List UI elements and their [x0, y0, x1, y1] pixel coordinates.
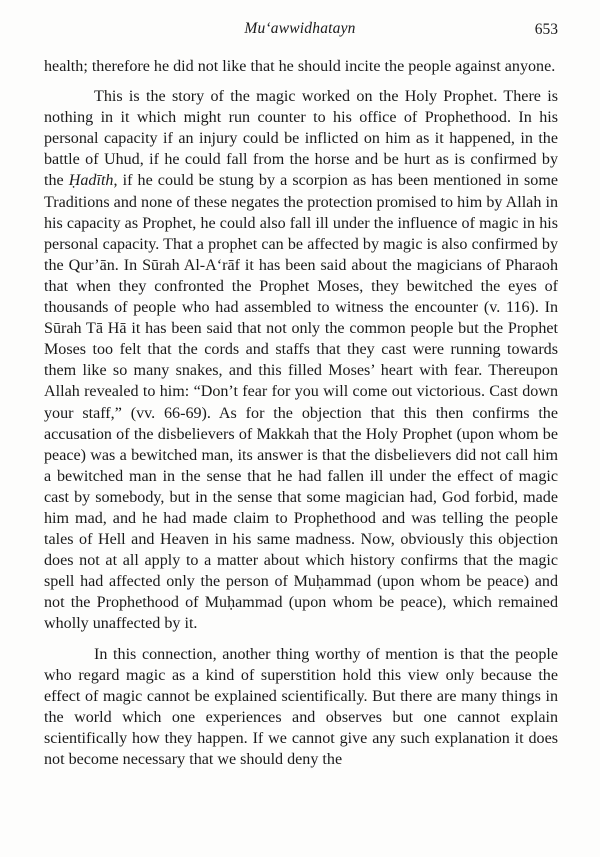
running-head — [0, 20, 600, 42]
hadith-term: Ḥadīth — [68, 172, 114, 190]
paragraph-magic-story — [44, 86, 558, 634]
running-title: Mu‘awwidhatayn — [244, 20, 356, 37]
paragraph-connection: In this connection, another thing worthy of mention is that the people who regard magic as a kind of superstition hold this view only because the effect of magic cannot be explained scientifically. But there are many things in the world which one experiences and observes but one cannot explain scientifically how they happen. If we cannot give any such explanation it does not become necessary that we should deny the — [44, 645, 558, 768]
paragraph-text-part: , if he could be stung by a scorpion as has been mentioned in some Traditions and none of these negates the protection promised to him by Allah in his capacity as Prophet, he could also fall ill under the influence of magic in his personal capacity. That a prophet can be affected by magic is also confirmed by the Qur’ān. In Sūrah Al-A‘rāf it has been said about the magicians of Pharaoh that when they confronted the Prophet Moses, they bewitched the eyes of thousands of people who had assembled to witness the encounter (v. 116). In Sūrah Tā Hā it has been said that not only the common people but the Prophet Moses too felt that the cords and staffs that they cast were running towards them like so many snakes, and this filled Moses’ heart with fear. Thereupon Allah revealed to him: “Don’t fear for you will come out victorious. Cast down your staff,” (vv. 66-69). As for the objection that this then confirms the accusation of the disbelievers of Makkah that the Holy Prophet (upon whom be peace) was a bewitched man, its answer is that the disbelievers did not call him a bewitched man in the sense that he had fallen ill under the effect of magic cast by somebody, but in the sense that some magician had, God forbid, made him mad, and he had made claim to Prophethood and was telling the people tales of Hell and Heaven in his same madness. Now, obviously this objection does not at all apply to a matter about which history confirms that the magic spell had affected only the person of Muḥammad (upon whom be peace) and not the Prophethood of Muḥammad (upon whom be peace), which remained wholly unaffected by it. — [44, 172, 558, 633]
paragraph-text-part: This is the story of the magic worked on the Holy Prophet. There is nothing in it which might run counter to his office of Prophethood. In his personal capacity if an injury could be inflicted on him as it happened, in the battle of Uhud, if he could fall from the horse and be hurt as is confirmed by the — [44, 88, 558, 190]
paragraph-continuation: health; therefore he did not like that he should incite the people against anyone. — [44, 58, 556, 75]
body-text — [44, 56, 558, 770]
page-number: 653 — [534, 21, 558, 38]
